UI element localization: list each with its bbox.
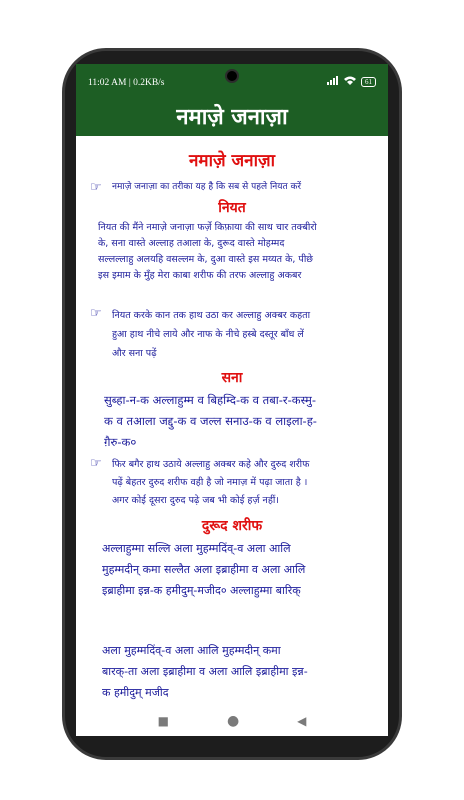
durud-line: इब्राहीमा इन्न-क हमीदुम्-मजीद० अल्लाहुम्मा बारिक्	[102, 584, 301, 597]
durud-line: अल्लाहुम्मा सल्लि अला मुहम्मदिंव्-व अला आलि	[102, 542, 291, 555]
durud-cont-line: अला मुहम्मदिंव्-व अला आलि मुहम्मदीन् कमा	[102, 644, 281, 657]
niyat-line: इस इमाम के मुँह मेरा काबा शरीफ की तरफ अल्लाहु अकबर	[98, 270, 302, 281]
battery-icon: 61	[361, 77, 376, 87]
durud-cont-line: बारक्-ता अला इब्राहीमा व अला आलि इब्राहीमा इन्न-	[102, 665, 308, 678]
bullet2-line: और सना पढ़ें	[112, 348, 157, 359]
niyat-line: नियत की मैंने नमाज़े जनाज़ा फर्ज़े किफ़ाया की साथ चार तक्बीरो	[98, 222, 317, 233]
sana-line: ग़ैरु-क०	[104, 435, 137, 449]
niyat-heading: नियत	[218, 200, 246, 216]
status-bar	[76, 64, 388, 100]
durud-text	[102, 538, 384, 601]
sana-line: क व तआला जद्दु-क व जल्ल सनाउ-क व लाइला-ह-	[104, 414, 317, 428]
durud-line: मुहम्मदीन् कमा सल्लैत अला इब्राहीमा व अला आलि	[102, 563, 306, 576]
screen	[76, 64, 388, 736]
content-area[interactable]	[76, 136, 388, 706]
pointing-hand-icon: ☞	[90, 180, 102, 195]
niyat-text	[98, 220, 388, 284]
intro-bullet-text: नमाज़े जनाज़ा का तरीका यह है कि सब से पहले नियत करें	[112, 182, 302, 192]
intro-bullet-row	[90, 180, 380, 195]
bullet3-line: पढ़ें बेहतर दुरुद शरीफ वही है जो नमाज़ में पढ़ा जाता है ।	[112, 477, 308, 488]
bullet2-line: नियत करके कान तक हाथ उठा कर अल्लाहु अक्बर कहता	[112, 310, 311, 321]
durud-continued-text	[102, 640, 384, 703]
pointing-hand-icon: ☞	[90, 456, 102, 471]
app-title: नमाज़े जनाज़ा	[76, 100, 388, 136]
bullet-text-2	[112, 306, 310, 363]
recents-button[interactable]: ■	[157, 714, 169, 728]
back-button[interactable]: ◀	[297, 714, 307, 728]
durud-cont-line: क हमीदुम् मजीद	[102, 686, 169, 699]
sana-line: सुब्हा-न-क अल्लाहुम्म व बिहम्दि-क व तबा-र-कस्मु-	[104, 393, 317, 407]
home-button[interactable]: ●	[226, 713, 240, 729]
bullet2-line: हुआ हाथ नीचे लाये और नाफ के नीचे हस्बे दस्तूर बाँध लें	[112, 329, 304, 340]
bullet-row-2	[90, 306, 384, 363]
sana-heading: सना	[221, 370, 243, 386]
bullet3-line: फिर बगैर हाथ उठाये अल्लाहु अक्बर कहे और दुरुद शरीफ	[112, 459, 310, 470]
wifi-icon	[344, 76, 356, 87]
bullet-text-3	[112, 456, 309, 510]
bullet-row-3	[90, 456, 384, 510]
signal-icon	[327, 76, 339, 87]
niyat-line: सल्लल्लाहु अलयहि वसल्लम के, दुआ वास्ते इस मय्यत के, पीछे	[98, 254, 313, 265]
front-camera	[225, 69, 239, 83]
durud-heading: दुरूद शरीफ	[201, 518, 263, 534]
pointing-hand-icon: ☞	[90, 306, 102, 321]
status-icons	[327, 76, 376, 87]
sana-text	[104, 390, 384, 453]
bullet3-line: अगर कोई दूसरा दुरुद पढ़े जब भी कोई हर्ज़ नहीं।	[112, 495, 279, 506]
status-time: 11:02 AM | 0.2KB/s	[88, 78, 165, 88]
page-title: नमाज़े जनाज़ा	[188, 151, 275, 171]
navigation-bar	[76, 706, 388, 736]
niyat-line: के, सना वास्ते अल्लाह तआला के, दुरूद वास्ते मोहम्मद	[98, 238, 285, 249]
